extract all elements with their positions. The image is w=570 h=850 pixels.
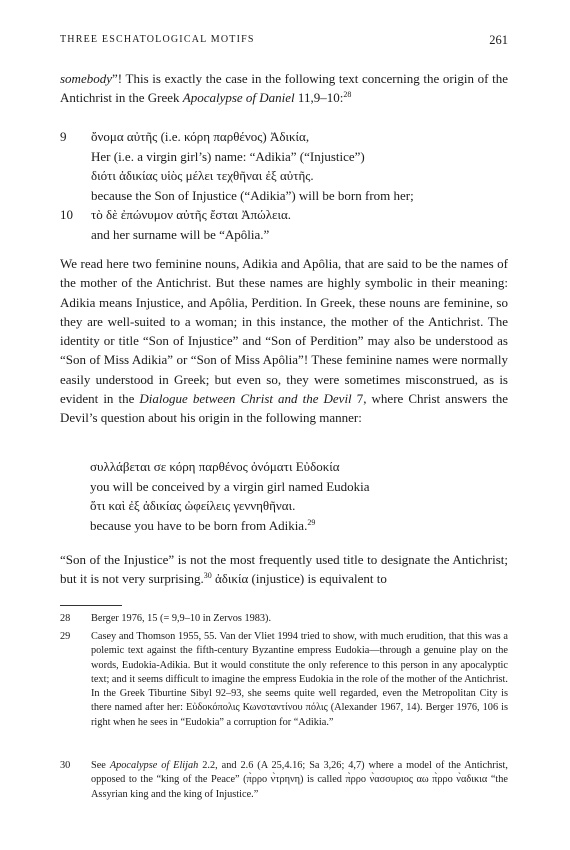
daniel-quotation (60, 127, 508, 245)
quote-line-text: because you have to be born from Adikia. (90, 517, 308, 533)
verse-line (60, 205, 508, 225)
footnote-number: 30 (60, 760, 71, 771)
quote-line: you will be conceived by a virgin girl named Eudokia (90, 478, 370, 494)
intro-emphasis: somebody (60, 71, 112, 86)
intro-text-a: ”! This is exactly the case in the following text concerning the origin of the Antichrist in the Greek (60, 71, 508, 106)
footnote-29 (60, 630, 508, 730)
verse-text: because the Son of Injustice (“Adikia”) will be born from her; (91, 187, 414, 203)
quote-line: συλλάβεται σε κόρη παρθένος ὀνόματι Εὐδοκία (90, 459, 340, 474)
paragraph-text-b: 7, where Christ answers the Devil’s question about his origin in the following manner: (60, 391, 508, 426)
footnote-number: 28 (60, 613, 71, 624)
body-paragraph (60, 254, 508, 428)
verse-line (60, 147, 508, 167)
verse-line (60, 186, 508, 206)
closing-text-b: ἀδικία (injustice) is equivalent to (211, 571, 387, 587)
dialogue-title: Dialogue between Christ and the Devil (139, 391, 352, 407)
footnote-ref-30: 30 (203, 571, 212, 581)
verse-line (60, 166, 508, 186)
verse-number: 9 (60, 129, 67, 144)
closing-text-a: “Son of the Injustice” is not the most frequently used title to designate the Antichrist; but it is not very surprising. (60, 552, 508, 587)
intro-text-b: 11,9–10: (294, 90, 344, 106)
footnote-text: Casey and Thomson 1955, 55. Van der Vliet 1994 tried to show, with much erudition, that this was a polemic text against the fifth-century Byzantine empress Eudokia—through a genuine play on the words, Eudokia-Adikia. But it would constitute the only reference to this person in any apocalyptic text; and it seems difficult to imagine the empress Eudokia in the role of the mother of the Antichrist. In the Greek Tiburtine Sibyl 92–93, she seems quite well regarded, even the Metropolitan City is there named after her: Εὐδοκόπολις Κωνσταντίνου πόλις (Alexander 1967, 14). Berger 1976, 106 is right when he sees in “Eudokia” a corruption for “Adikia.” (91, 631, 508, 728)
quote-line (90, 516, 508, 536)
paragraph-text-a: We read here two feminine nouns, Adikia and Apôlia, that are said to be the names of the mother of the Antichrist. But these names are highly symbolic in their meaning: Adikia means Injustice, and Apôlia, Perdition. In Greek, these nouns are feminine, so they are well-suited to a woman; in this instance, the mother of the Antichrist. The identity or title “Son of Injustice” and “Son of Perdition” may also be understood as “Son of Miss Adikia” or “Son of Miss Apôlia”! These feminine names were normally easily understood in Greek; but even so, they were sometimes misconstrued, as is evident in the (60, 256, 508, 407)
verse-text: and her surname will be “Apôlia.” (91, 226, 270, 242)
footnote-ref-29: 29 (307, 517, 316, 527)
footnote-text (91, 759, 508, 802)
running-head: THREE ESCHATOLOGICAL MOTIFS (60, 34, 255, 45)
apocalypse-of-elijah-title: Apocalypse of Elijah (109, 760, 199, 771)
footnote-text: Berger 1976, 15 (= 9,9–10 in Zervos 1983). (91, 613, 272, 624)
dialogue-quotation (90, 457, 508, 535)
footnote-28 (60, 612, 508, 626)
footnote-separator (60, 605, 122, 606)
verse-number: 10 (60, 207, 73, 223)
page-header (60, 34, 508, 50)
page-number: 261 (489, 33, 508, 47)
footnote-30 (60, 759, 508, 802)
verse-line (60, 225, 508, 245)
closing-paragraph (60, 550, 508, 589)
footnote-text-a: See (91, 760, 110, 771)
verse-line (60, 127, 508, 147)
verse-text: Her (i.e. a virgin girl’s) name: “Adikia” (“Injustice”) (91, 148, 365, 164)
footnote-ref-28: 28 (343, 90, 352, 100)
intro-paragraph (60, 69, 508, 108)
apocalypse-of-daniel-title: Apocalypse of Daniel (182, 90, 295, 106)
verse-text: διότι ἀδικίας υἱὸς μέλει τεχθῆναι ἐξ αὐτῆς. (91, 168, 314, 184)
footnote-number: 29 (60, 631, 71, 642)
verse-text: ὄνομα αὐτῆς (i.e. κόρη παρθένος) Ἀδικία, (91, 129, 310, 144)
verse-text: τὸ δὲ ἐπώνυμον αὐτῆς ἔσται Ἀπώλεια. (91, 207, 292, 223)
quote-line: ὅτι καὶ ἐξ ἀδικίας ὠφείλεις γεννηθῆναι. (90, 498, 296, 514)
footnote-text-b: 2.2, and 2.6 (A 25,4.16; Sa 3,26; 4,7) where a model of the Antichrist, opposed to the “king of the Peace” (π̀ρρο ν̀τρηνη) is called π̀ρρο ν̀ασσυριος αω π̀ρρο ν̀αδικια “the Assyrian king and the king of Injustice.” (91, 760, 508, 800)
